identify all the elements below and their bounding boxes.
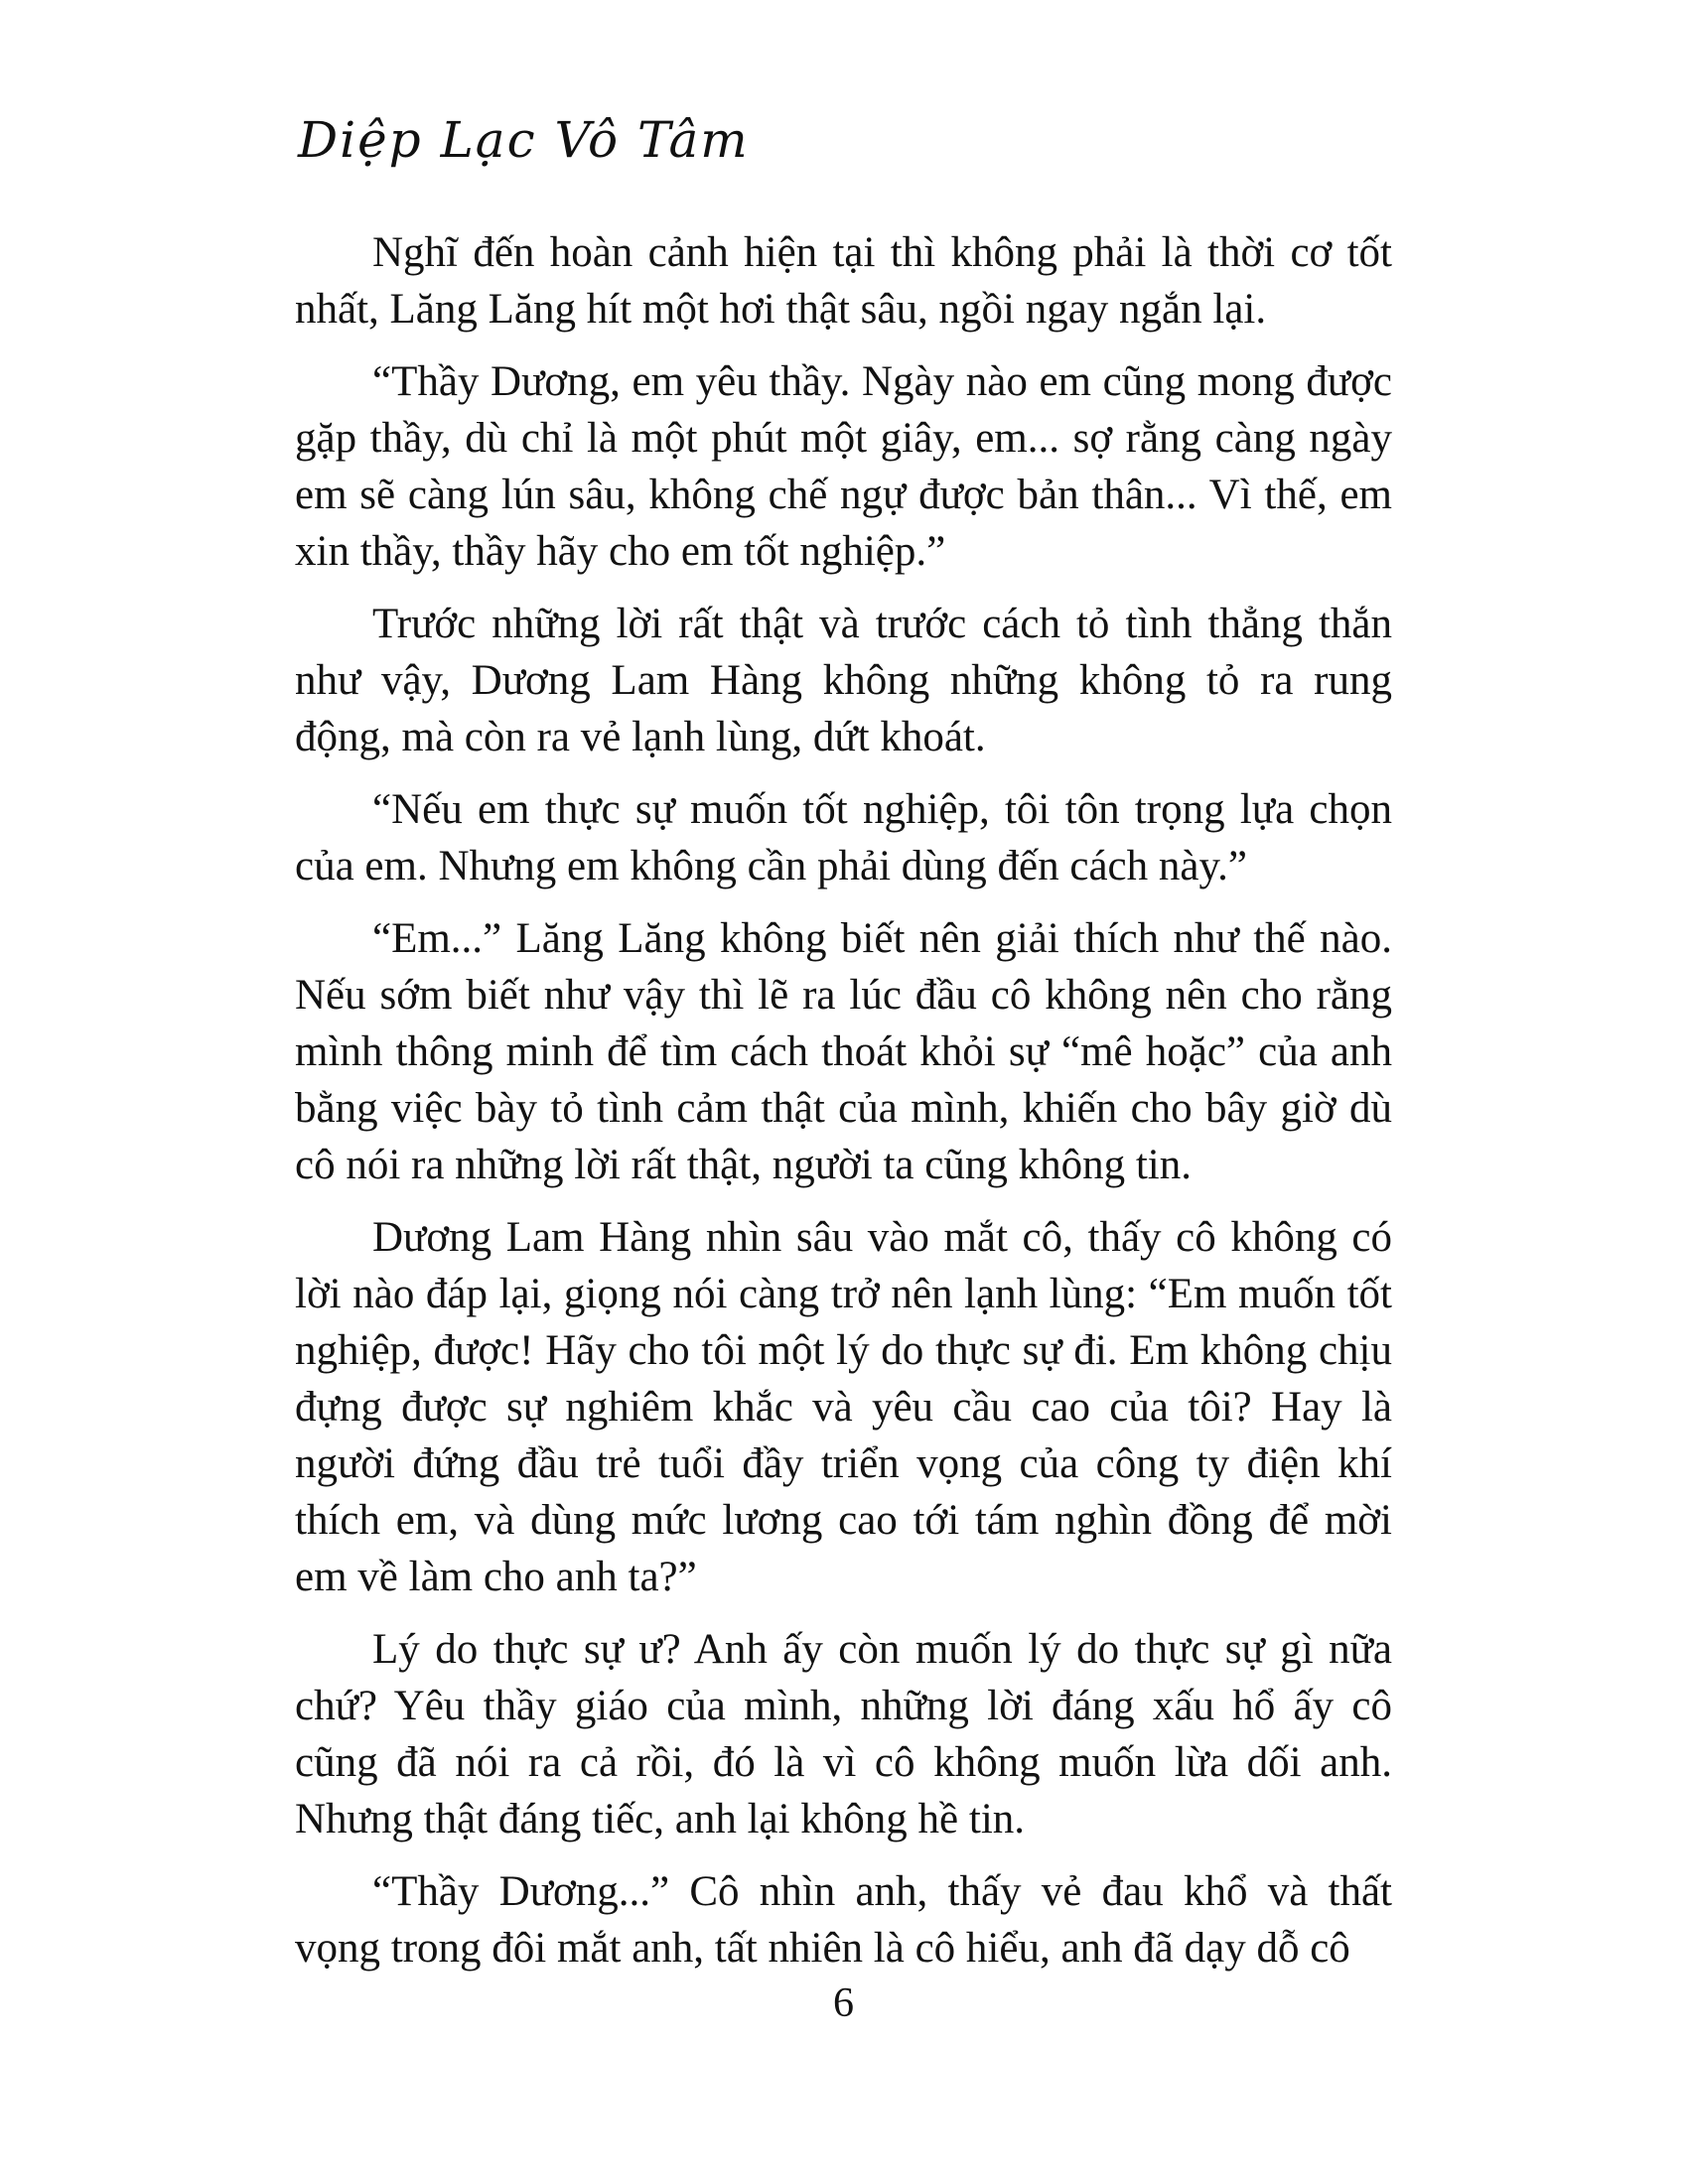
running-header-author-title: Diệp Lạc Vô Tâm [298,111,750,169]
page-number: 6 [833,1980,854,2026]
paragraph: “Em...” Lăng Lăng không biết nên giải thích như thế nào. Nếu sớm biết như vậy thì lẽ ra lúc đầu cô không nên cho rằng mình thông minh để tìm cách thoát khỏi sự “mê hoặc” của anh bằng việc bày tỏ tình cảm thật của mình, khiến cho bây giờ dù cô nói ra những lời rất thật, người ta cũng không tin. [295,915,1392,1188]
paragraph: “Thầy Dương...” Cô nhìn anh, thấy vẻ đau khổ và thất vọng trong đôi mắt anh, tất nhiên là cô hiểu, anh đã dạy dỗ cô [295,1868,1392,1972]
paragraph: Dương Lam Hàng nhìn sâu vào mắt cô, thấy cô không có lời nào đáp lại, giọng nói càng trở nên lạnh lùng: “Em muốn tốt nghiệp, được! Hãy cho tôi một lý do thực sự đi. Em không chịu đựng được sự nghiêm khắc và yêu cầu cao của tôi? Hay là người đứng đầu trẻ tuổi đầy triển vọng của công ty điện khí thích em, và dùng mức lương cao tới tám nghìn đồng để mời em về làm cho anh ta?” [295,1214,1392,1600]
paragraph: “Nếu em thực sự muốn tốt nghiệp, tôi tôn trọng lựa chọn của em. Nhưng em không cần phải dùng đến cách này.” [295,786,1392,889]
body-text [295,224,1392,1981]
paragraph: Trước những lời rất thật và trước cách tỏ tình thẳng thắn như vậy, Dương Lam Hàng không những không tỏ ra rung động, mà còn ra vẻ lạnh lùng, dứt khoát. [295,601,1392,760]
paragraph: Nghĩ đến hoàn cảnh hiện tại thì không phải là thời cơ tốt nhất, Lăng Lăng hít một hơi thật sâu, ngồi ngay ngắn lại. [295,229,1392,333]
paragraph: “Thầy Dương, em yêu thầy. Ngày nào em cũng mong được gặp thầy, dù chỉ là một phút một giây, em... sợ rằng càng ngày em sẽ càng lún sâu, không chế ngự được bản thân... Vì thế, em xin thầy, thầy hãy cho em tốt nghiệp.” [295,358,1392,575]
paragraph: Lý do thực sự ư? Anh ấy còn muốn lý do thực sự gì nữa chứ? Yêu thầy giáo của mình, những lời đáng xấu hổ ấy cô cũng đã nói ra cả rồi, đó là vì cô không muốn lừa dối anh. Nhưng thật đáng tiếc, anh lại không hề tin. [295,1626,1392,1843]
